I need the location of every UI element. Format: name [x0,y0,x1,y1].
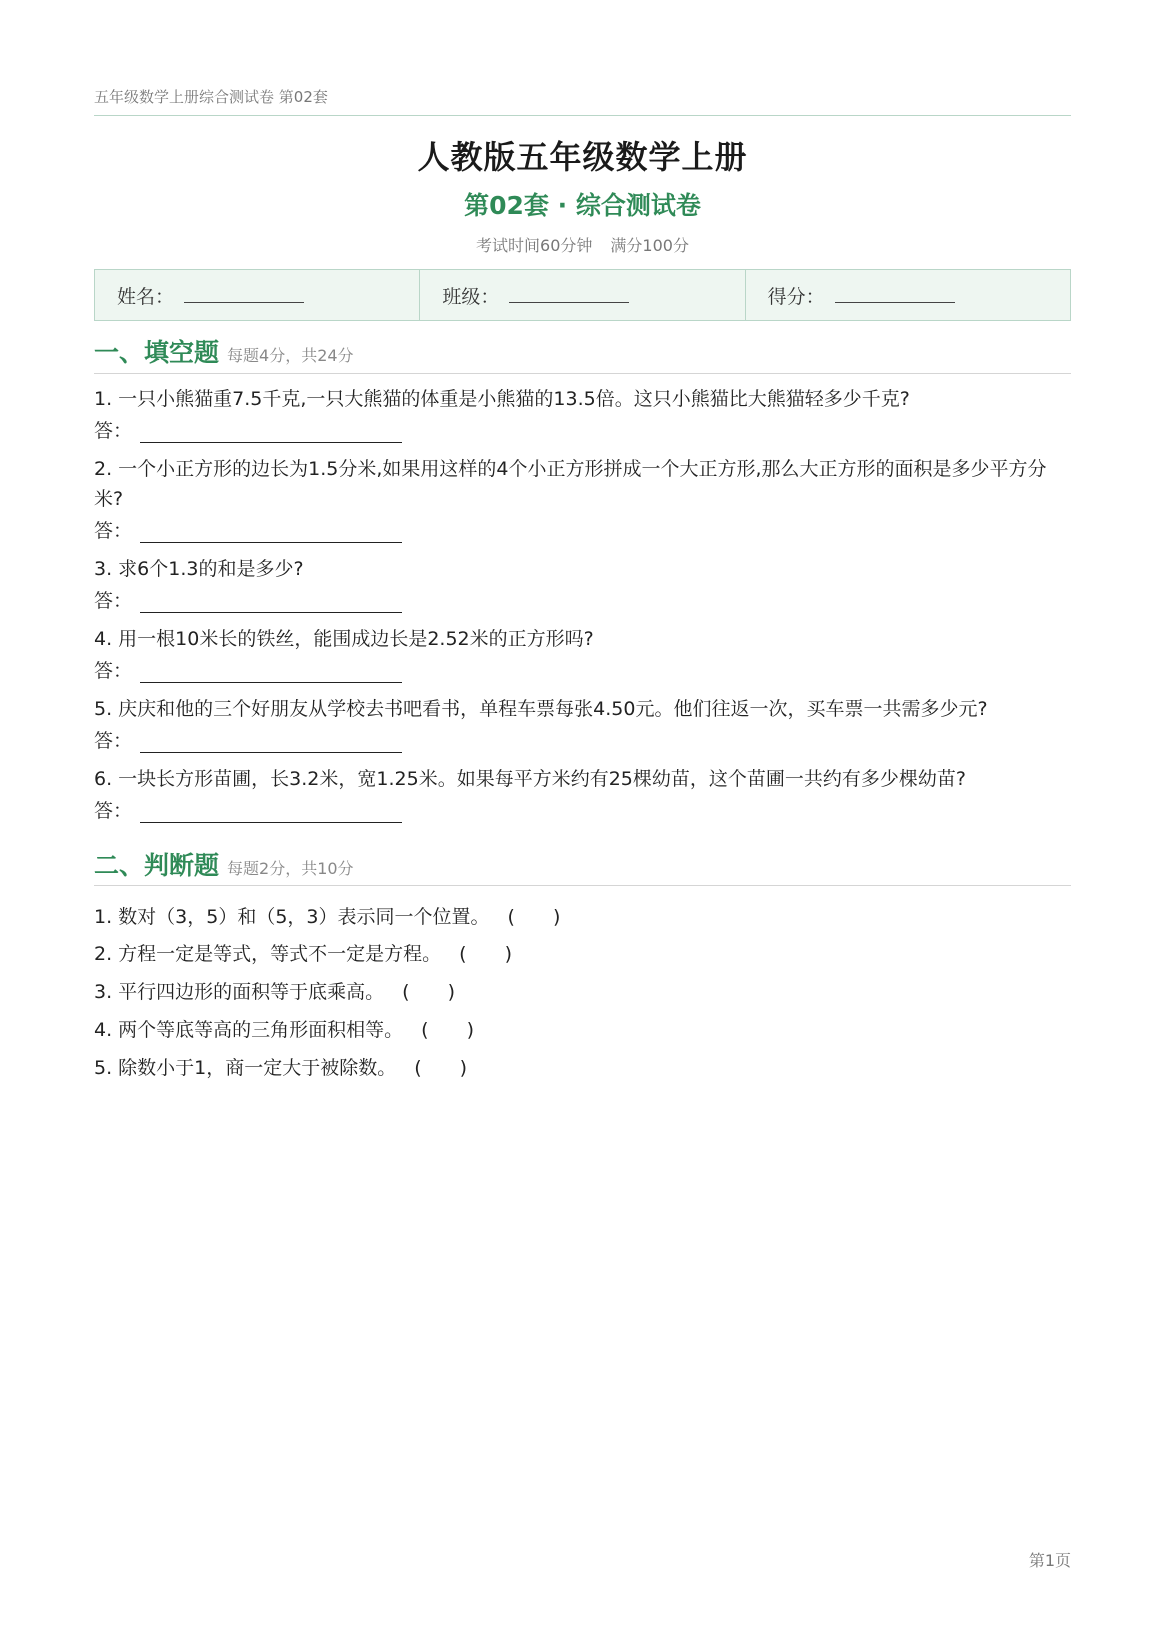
score-label: 得分： [767,285,825,308]
score-cell [746,270,1070,320]
answer-line-2[interactable] [140,522,402,543]
exam-meta [94,233,1071,256]
section2-note: 每题2分，共10分 [227,859,354,878]
answer-label: 答： [94,420,133,442]
answer-label: 答： [94,660,133,682]
fill-question-3: 3. 求6个1.3的和是多少? [94,558,304,580]
page-subtitle: 第02套 · 综合测试卷 [464,191,701,220]
tf-question-text: 3. 平行四边形的面积等于底乘高。 [94,981,385,1003]
answer-line-3[interactable] [140,592,402,613]
name-label: 姓名： [117,285,175,308]
fill-question-1: 1. 一只小熊猫重7.5千克,一只大熊猫的体重是小熊猫的13.5倍。这只小熊猫比大熊猫轻多少千克? [94,388,910,410]
page-number: 第1页 [1028,1551,1071,1570]
tf-answer-parens[interactable]: ( ) [459,943,512,965]
answer-label: 答： [94,520,133,542]
name-field[interactable] [184,288,304,303]
tf-question-text: 4. 两个等底等高的三角形面积相等。 [94,1019,404,1041]
tf-question-text: 5. 除数小于1，商一定大于被除数。 [94,1057,397,1079]
tf-answer-parens[interactable]: ( ) [414,1057,468,1079]
answer-row-6 [94,796,402,823]
tf-question-text: 1. 数对（3，5）和（5，3）表示同一个位置。 [94,906,490,928]
tf-answer-parens[interactable]: ( ) [507,906,561,928]
answer-row-4 [94,656,402,683]
tf-question-1 [94,902,560,929]
tf-answer-parens[interactable]: ( ) [402,981,455,1003]
answer-line-5[interactable] [140,732,402,753]
fill-question-4: 4. 用一根10米长的铁丝，能围成边长是2.52米的正方形吗? [94,628,594,650]
tf-question-5 [94,1053,467,1080]
student-info-box [94,269,1071,321]
answer-row-5 [94,726,402,753]
exam-time: 考试时间60分钟 [476,236,593,255]
section1-note: 每题4分，共24分 [227,346,354,365]
tf-question-text: 2. 方程一定是等式，等式不一定是方程。 [94,943,442,965]
answer-line-4[interactable] [140,662,402,683]
running-header: 五年级数学上册综合测试卷 第02套 [94,88,328,106]
tf-question-4 [94,1015,474,1042]
class-field[interactable] [509,288,629,303]
answer-row-2 [94,516,402,543]
section2-heading [94,846,1071,882]
answer-row-3 [94,586,402,613]
section2-title: 二、判断题 [94,851,220,880]
header-rule [94,115,1071,116]
tf-answer-parens[interactable]: ( ) [421,1019,474,1041]
class-label: 班级： [442,285,500,308]
tf-question-2 [94,939,512,966]
exam-full-score: 满分100分 [610,236,689,255]
section2-rule [94,885,1071,886]
section1-heading [94,333,1071,369]
score-field[interactable] [835,288,955,303]
answer-row-1 [94,416,402,443]
fill-question-6: 6. 一块长方形苗圃，长3.2米，宽1.25米。如果每平方米约有25棵幼苗，这个苗圃一共约有多少棵幼苗? [94,768,966,790]
answer-label: 答： [94,800,133,822]
fill-question-2: 2. 一个小正方形的边长为1.5分米,如果用这样的4个小正方形拼成一个大正方形,那么大正方形的面积是多少平方分米? [94,458,1047,510]
class-cell [420,270,745,320]
answer-line-6[interactable] [140,802,402,823]
section1-title: 一、填空题 [94,338,220,367]
section1-rule [94,373,1071,374]
fill-question-5: 5. 庆庆和他的三个好朋友从学校去书吧看书，单程车票每张4.50元。他们往返一次，买车票一共需多少元? [94,698,988,720]
tf-question-3 [94,977,455,1004]
answer-label: 答： [94,730,133,752]
page-title: 人教版五年级数学上册 [417,138,748,176]
answer-line-1[interactable] [140,422,402,443]
name-cell [95,270,420,320]
answer-label: 答： [94,590,133,612]
